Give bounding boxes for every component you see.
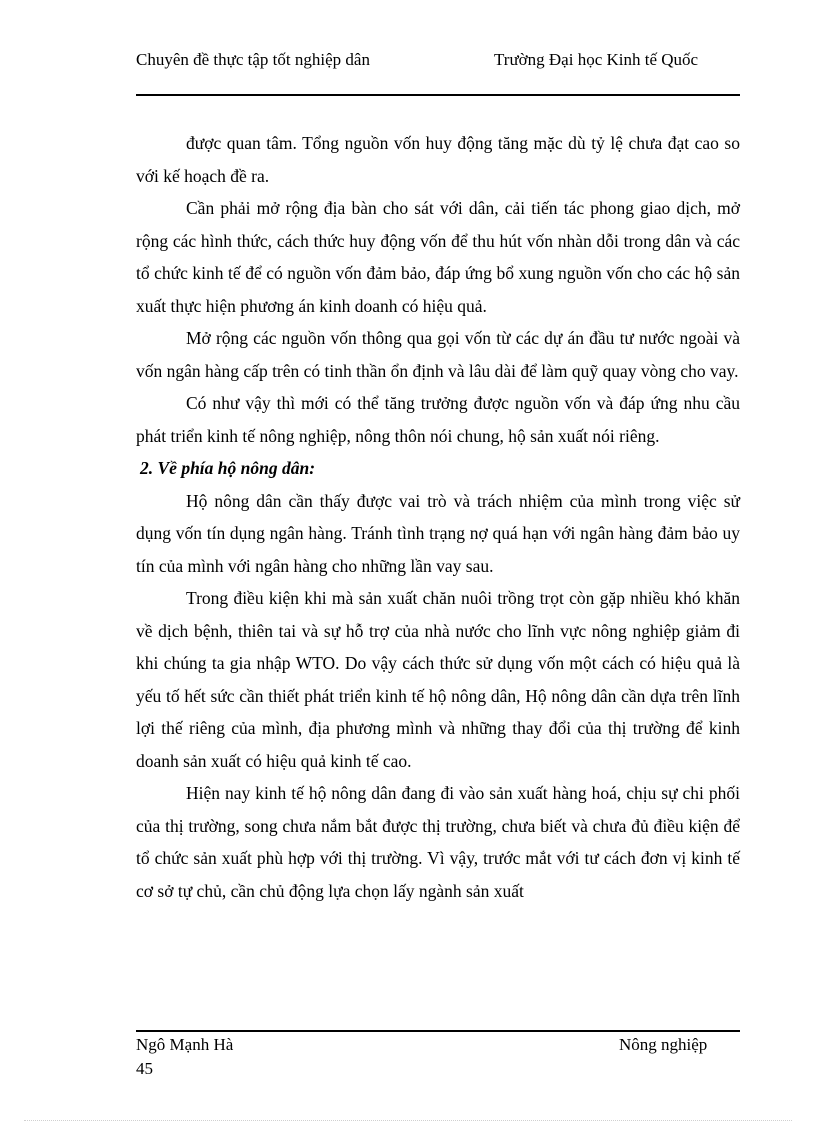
paragraph: Hộ nông dân cần thấy được vai trò và trách nhiệm của mình trong việc sử dụng vốn tín dụng ngân hàng. Tránh tình trạng nợ quá hạn với ngân hàng đảm bảo uy tín của mình với ngân hàng cho những lần vay sau. — [136, 490, 740, 576]
header-university-name: Trường Đại học Kinh tế Quốc — [494, 50, 699, 69]
paragraph: được quan tâm. Tổng nguồn vốn huy động tăng mặc dù tỷ lệ chưa đạt cao so với kế hoạch đề ra. — [136, 133, 740, 186]
paragraph: Cần phải mở rộng địa bàn cho sát với dân, cải tiến tác phong giao dịch, mở rộng các hình thức, cách thức huy động vốn để thu hút vốn nhàn dỗi trong dân và các tổ chức kinh tế để có nguồn vốn đảm bảo, đáp ứng bổ xung nguồn vốn cho các hộ sản xuất thực hiện phương án kinh doanh có hiệu quả. — [136, 198, 740, 316]
page-edge — [24, 1120, 792, 1121]
page-number: 45 — [136, 1059, 153, 1078]
paragraph: Hiện nay kinh tế hộ nông dân đang đi vào sản xuất hàng hoá, chịu sự chi phối của thị trường, song chưa nắm bắt được thị trường, chưa biết và chưa đủ điều kiện để tổ chức sản xuất phù hợp với thị trường. Vì vậy, trước mắt với tư cách đơn vị kinh tế cơ sở tự chủ, cần chủ động lựa chọn lấy ngành sản xuất — [136, 783, 740, 901]
section-heading: 2. Về phía hộ nông dân: — [140, 458, 316, 478]
paragraph: Có như vậy thì mới có thể tăng trưởng được nguồn vốn và đáp ứng nhu cầu phát triển kinh tế nông nghiệp, nông thôn nói chung, hộ sản xuất nói riêng. — [136, 393, 740, 446]
paragraph: Trong điều kiện khi mà sản xuất chăn nuôi trồng trọt còn gặp nhiều khó khăn về dịch bệnh, thiên tai và sự hỗ trợ của nhà nước cho lĩnh vực nông nghiệp giảm đi khi chúng ta gia nhập WTO. Do vậy cách thức sử dụng vốn một cách có hiệu quả là yếu tố hết sức cần thiết phát triển kinh tế hộ nông dân, Hộ nông dân cần dựa trên lĩnh lợi thế riêng của mình, địa phương mình và những thay đổi của thị trường để kinh doanh sản xuất có hiệu quả kinh tế cao. — [136, 588, 740, 771]
page-header — [136, 48, 740, 96]
header-divider — [136, 94, 740, 96]
header-document-title: Chuyên đề thực tập tốt nghiệp dân — [136, 50, 370, 69]
footer-divider — [136, 1030, 740, 1032]
paragraph: Mở rộng các nguồn vốn thông qua gọi vốn từ các dự án đầu tư nước ngoài và vốn ngân hàng cấp trên có tinh thần ổn định và lâu dài để làm quỹ quay vòng cho vay. — [136, 328, 740, 381]
footer-author: Ngô Mạnh Hà — [136, 1035, 234, 1054]
page-body — [136, 127, 740, 907]
footer-department: Nông nghiệp — [619, 1035, 708, 1054]
